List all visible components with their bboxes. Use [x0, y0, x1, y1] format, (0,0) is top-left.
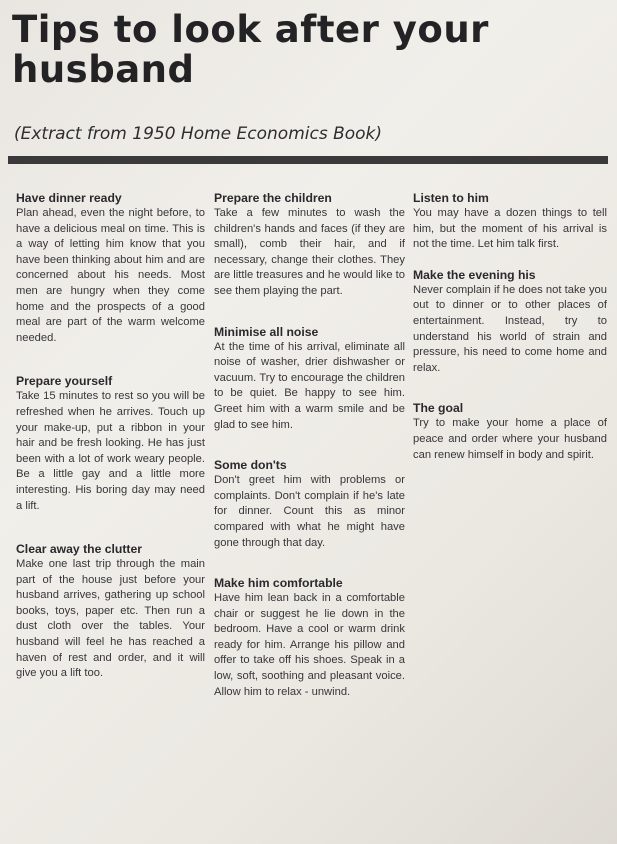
section-prepare-yourself: [16, 373, 205, 514]
section-heading: Prepare the children: [214, 191, 332, 205]
section-body: At the time of his arrival, eliminate all noise of washer, drier dishwasher or vacuum. Try to encourage the children to be quiet. Be happy to see him. Greet him with a warm smile and be glad to see him.: [214, 340, 405, 431]
section-clear-away-the-clutter: [16, 541, 205, 682]
column-middle: [214, 190, 405, 700]
section-heading: Some don'ts: [214, 458, 287, 473]
section-heading: Make the evening his: [413, 267, 536, 282]
section-the-goal: [413, 400, 607, 463]
section-heading: Prepare yourself: [16, 374, 113, 389]
section-body: Try to make your home a place of peace and order where your husband can renew himself in body and spirit.: [413, 417, 607, 461]
section-listen-to-him: [413, 190, 607, 253]
section-make-him-comfortable: [214, 575, 405, 700]
section-body: Make one last trip through the main part of the house just before your husband arrives, gathering up school books, toys, paper etc. Then run a dust cloth over the tables. Your husband will feel he has reached a haven of rest and order, and it will give you a lift too.: [16, 558, 205, 680]
section-body: Never complain if he does not take you out to dinner or to other places of entertainment. Instead, try to understand his world of strain and pressure, his need to come home and relax.: [413, 283, 607, 374]
section-some-donts: [214, 457, 405, 551]
section-heading: Minimise all noise: [214, 324, 319, 339]
section-minimise-all-noise: [214, 324, 405, 434]
section-heading: The goal: [413, 401, 464, 416]
section-heading: Clear away the clutter: [16, 542, 142, 557]
section-heading: Listen to him: [413, 191, 489, 205]
section-body: Take a few minutes to wash the children's hands and faces (if they are small), comb their hair, and if necessary, change their clothes. They are little treasures and he would like to see them playing the part.: [214, 207, 405, 297]
column-right: [413, 190, 607, 463]
title-divider: [8, 156, 608, 164]
section-body: Take 15 minutes to rest so you will be refreshed when he arrives. Touch up your make-up, put a ribbon in your hair and be fresh looking. He has just been with a lot of work weary people. Be a little gay and a little more interesting. His boring day may need a lift.: [16, 390, 205, 512]
section-prepare-the-children: [214, 190, 405, 300]
section-body: Plan ahead, even the night before, to have a delicious meal on time. This is a way of letting him know that you have been thinking about him and are concerned about his needs. Most men are hungry when they come home and the prospects of a good meal are part of the warm welcome needed.: [16, 207, 205, 344]
section-body: You may have a dozen things to tell him, but the moment of his arrival is not the time. Let him talk first.: [413, 207, 607, 251]
section-heading: Have dinner ready: [16, 191, 122, 205]
section-have-dinner-ready: [16, 190, 205, 346]
column-left: [16, 190, 205, 682]
section-make-the-evening-his: [413, 267, 607, 377]
section-body: Have him lean back in a comfortable chair or suggest he lie down in the bedroom. Have a cool or warm drink ready for him. Arrange his pillow and offer to take off his shoes. Speak in a low, soft, soothing and pleasant voice. Allow him to relax - unwind.: [214, 592, 405, 698]
page-title: Tips to look after your husband: [12, 8, 489, 91]
section-heading: Make him comfortable: [214, 576, 343, 591]
section-body: Don't greet him with problems or complaints. Don't complain if he's late for dinner. Count this as minor compared with what he might have gone through that day.: [214, 474, 405, 549]
subtitle: (Extract from 1950 Home Economics Book): [14, 124, 383, 144]
